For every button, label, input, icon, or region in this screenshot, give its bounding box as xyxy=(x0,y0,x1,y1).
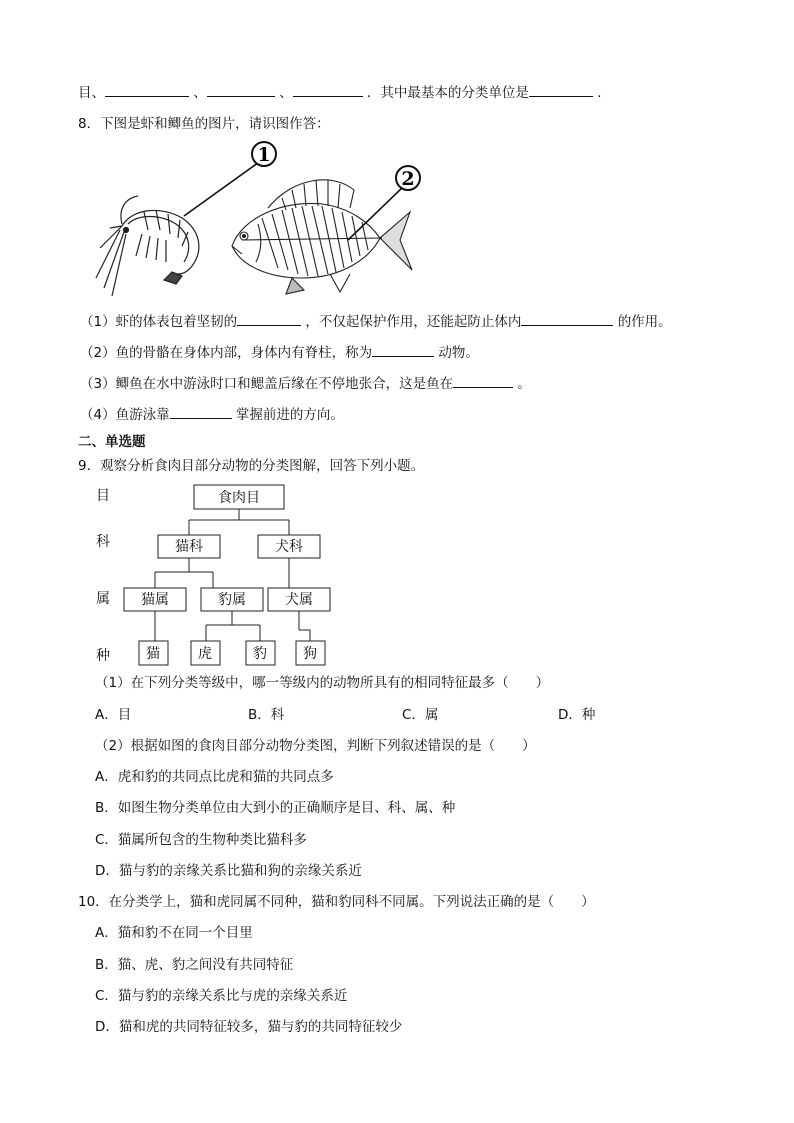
order-name: 食肉目 xyxy=(218,490,260,506)
tree-connectors xyxy=(155,509,310,641)
q9-sub1-option-b[interactable]: B．科 xyxy=(248,707,285,723)
q9-sub1-stem: （1）在下列分类等级中，哪一等级内的动物所具有的相同特征最多（ ） xyxy=(95,675,550,691)
label-number-1: 1 xyxy=(257,144,271,166)
level-family-label: 科 xyxy=(96,534,110,550)
q8-sub4-blank[interactable] xyxy=(170,404,232,419)
species-name-dog: 狗 xyxy=(303,646,317,662)
q7-text-start: 目、 xyxy=(78,85,105,101)
q7-blank-3[interactable] xyxy=(293,82,363,97)
q8-sub1-blank-2[interactable] xyxy=(521,311,613,326)
genus-name-cat: 猫属 xyxy=(141,592,169,608)
family-name-dog: 犬科 xyxy=(275,539,303,555)
q8-sub2-blank[interactable] xyxy=(372,342,434,357)
q10-stem: 10．在分类学上，猫和虎同属不同种，猫和豹同科不同属。下列说法正确的是（ ） xyxy=(78,894,595,910)
q7-sep-1: 、 xyxy=(193,85,207,101)
q8-sub2-text-a: （2）鱼的骨骼在身体内部，身体内有脊柱，称为 xyxy=(80,345,373,361)
q9-sub1-option-c[interactable]: C．属 xyxy=(402,707,439,723)
q7-text-mid: ．其中最基本的分类单位是 xyxy=(366,85,529,101)
q10-option-d[interactable]: D．猫和虎的共同特征较多，猫与豹的共同特征较少 xyxy=(95,1019,403,1035)
q9-sub2-option-c[interactable]: C．猫属所包含的生物种类比猫科多 xyxy=(95,832,307,848)
species-name-tiger: 虎 xyxy=(198,646,212,662)
q9-sub1-option-d[interactable]: D．种 xyxy=(558,707,596,723)
q8-sub1 xyxy=(80,311,672,332)
q8-sub1-text-a: （1）虾的体表包着坚韧的 xyxy=(80,314,238,330)
q7-blank-2[interactable] xyxy=(207,82,275,97)
q10-option-b[interactable]: B．猫、虎、豹之间没有共同特征 xyxy=(95,957,294,973)
classification-tree xyxy=(90,480,350,670)
q7-blank-1[interactable] xyxy=(105,82,189,97)
section-heading: 二、单选题 xyxy=(78,434,146,450)
q9-stem: 9．观察分析食肉目部分动物的分类图解，回答下列小题。 xyxy=(78,458,425,474)
q8-sub2 xyxy=(80,342,479,363)
q8-sub3-text-b: 。 xyxy=(517,376,531,392)
q9-sub2-stem: （2）根据如图的食肉目部分动物分类图，判断下列叙述错误的是（ ） xyxy=(95,738,536,754)
q8-sub1-text-c: 的作用。 xyxy=(617,314,672,330)
q10-option-c[interactable]: C．猫与豹的亲缘关系比与虎的亲缘关系近 xyxy=(95,988,348,1004)
q8-sub1-blank-1[interactable] xyxy=(237,311,301,326)
level-species-label: 种 xyxy=(96,648,110,664)
q7-sep-2: 、 xyxy=(279,85,293,101)
fish-skeleton-drawing xyxy=(232,180,412,294)
q9-sub1-option-a[interactable]: A．目 xyxy=(95,707,132,723)
shrimp-fish-figure xyxy=(92,138,422,306)
q8-sub3-text-a: （3）鲫鱼在水中游泳时口和鳃盖后缘在不停地张合，这是鱼在 xyxy=(80,376,454,392)
species-name-leopard: 豹 xyxy=(253,646,267,662)
genus-name-dog: 犬属 xyxy=(285,592,313,608)
q9-sub2-option-d[interactable]: D．猫与豹的亲缘关系比猫和狗的亲缘关系近 xyxy=(95,863,362,879)
q10-option-a[interactable]: A．猫和豹不在同一个目里 xyxy=(95,925,253,941)
q8-sub3 xyxy=(80,373,531,394)
q9-sub2-option-b[interactable]: B．如图生物分类单位由大到小的正确顺序是目、科、属、种 xyxy=(95,800,456,816)
q7-blank-4[interactable] xyxy=(529,82,593,97)
species-name-cat: 猫 xyxy=(146,646,160,662)
q8-sub4-text-b: 掌握前进的方向。 xyxy=(235,407,344,423)
level-order-label: 目 xyxy=(96,488,110,504)
q8-sub4 xyxy=(80,404,344,425)
q8-stem: 8．下图是虾和鲫鱼的图片，请识图作答： xyxy=(78,116,330,132)
label-number-2: 2 xyxy=(401,168,415,190)
q8-sub4-text-a: （4）鱼游泳靠 xyxy=(80,407,170,423)
q9-sub2-option-a[interactable]: A．虎和豹的共同点比虎和猫的共同点多 xyxy=(95,769,334,785)
q7-text-end: ． xyxy=(597,85,611,101)
q7-answer-line xyxy=(78,82,611,103)
level-genus-label: 属 xyxy=(96,591,110,607)
pointer-line-1 xyxy=(184,160,262,216)
shrimp-drawing xyxy=(96,196,199,296)
family-name-cat: 猫科 xyxy=(175,539,203,555)
genus-name-leopard: 豹属 xyxy=(218,592,246,608)
q8-sub1-text-b: ，不仅起保护作用，还能起防止体内 xyxy=(305,314,522,330)
q8-sub3-blank[interactable] xyxy=(453,373,513,388)
q8-sub2-text-b: 动物。 xyxy=(438,345,479,361)
